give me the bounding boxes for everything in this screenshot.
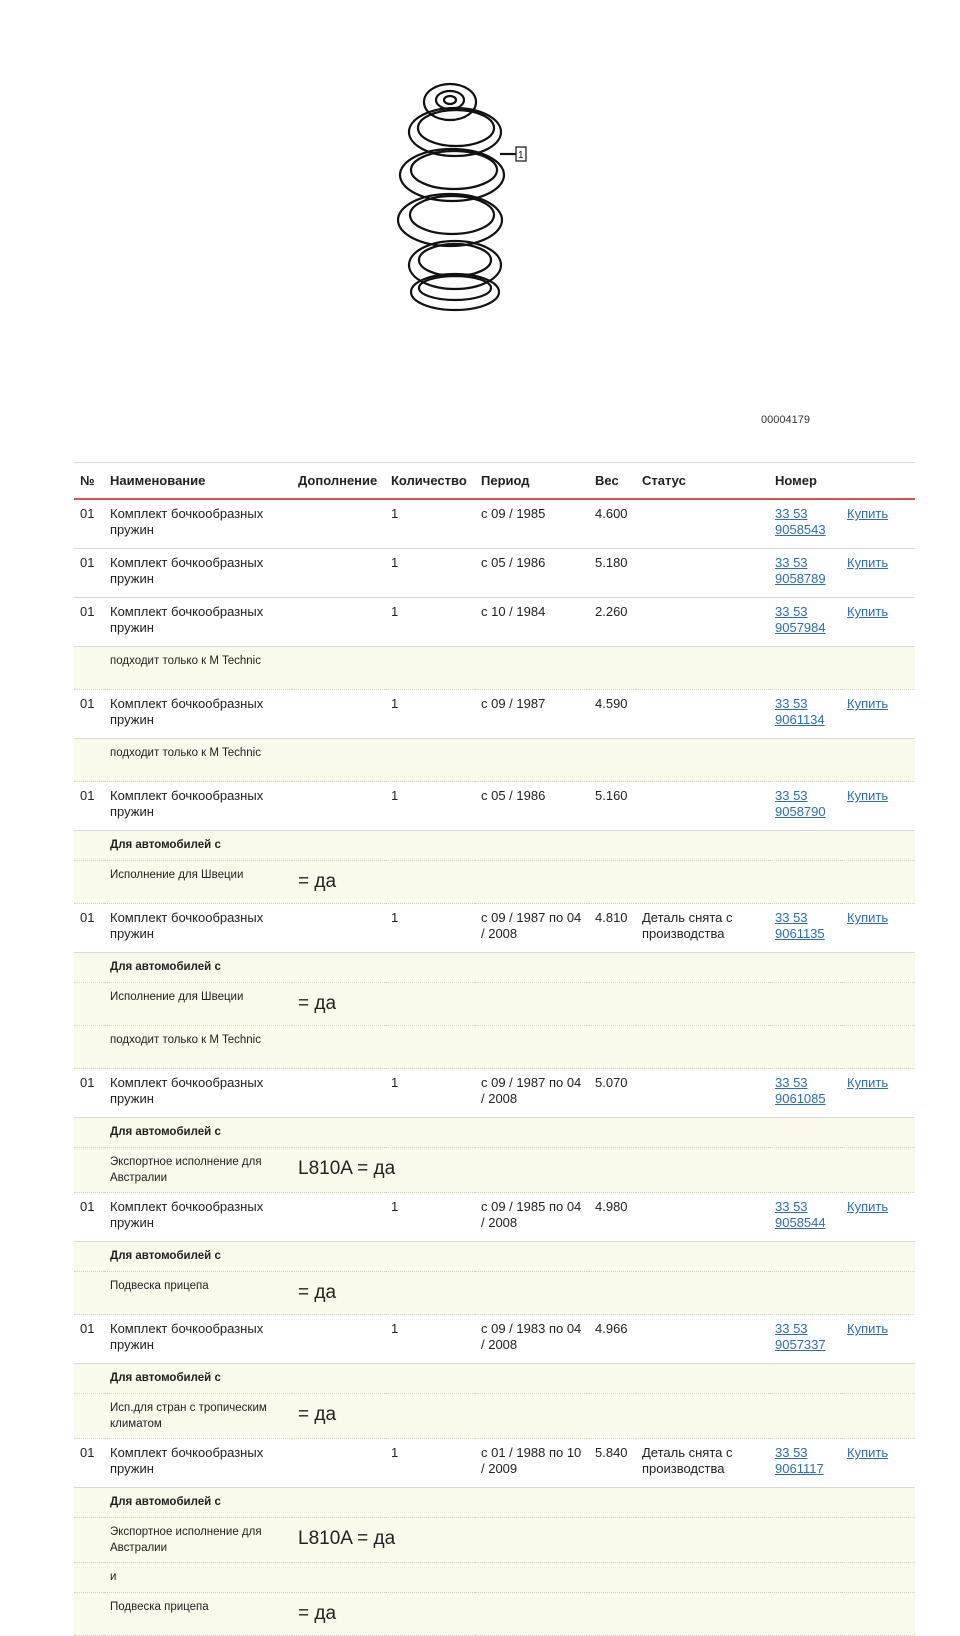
- part-number-cell: [769, 1193, 841, 1242]
- condition-row: [74, 1593, 915, 1636]
- buy-link[interactable]: Купить: [847, 1075, 889, 1090]
- part-weight: 2.260: [589, 598, 636, 647]
- part-extra: [292, 1193, 385, 1242]
- spacer-cell: [74, 983, 104, 1026]
- part-period: с 09 / 1985 по 04 / 2008: [475, 1193, 589, 1242]
- part-number-link[interactable]: 33 53 9061134: [775, 696, 825, 727]
- header-buy: [841, 463, 915, 500]
- part-weight: 4.980: [589, 1193, 636, 1242]
- header-qty: Количество: [385, 463, 475, 500]
- part-qty: 1: [385, 1193, 475, 1242]
- spacer-cell: [74, 1026, 104, 1069]
- condition-text: Для автомобилей с: [104, 1118, 292, 1148]
- part-number-cell: [769, 904, 841, 953]
- buy-link[interactable]: Купить: [847, 555, 889, 570]
- buy-cell: [841, 1439, 915, 1488]
- part-name: Комплект бочкообразных пружин: [104, 598, 292, 647]
- part-extra: [292, 549, 385, 598]
- table-row: [74, 598, 915, 647]
- condition-header-row: [74, 953, 915, 983]
- buy-cell: [841, 904, 915, 953]
- part-status: [636, 782, 769, 831]
- condition-row: [74, 1394, 915, 1439]
- buy-link[interactable]: Купить: [847, 1321, 889, 1336]
- part-status: [636, 690, 769, 739]
- buy-link[interactable]: Купить: [847, 696, 889, 711]
- part-no: 01: [74, 782, 104, 831]
- part-qty: 1: [385, 499, 475, 549]
- part-number-link[interactable]: 33 53 9061117: [775, 1445, 824, 1476]
- part-no: 01: [74, 1193, 104, 1242]
- part-period: с 09 / 1987 по 04 / 2008: [475, 904, 589, 953]
- part-name: Комплект бочкообразных пружин: [104, 904, 292, 953]
- condition-row: [74, 1518, 915, 1563]
- part-extra: [292, 1069, 385, 1118]
- spacer-cell: [74, 1488, 104, 1518]
- condition-row: [74, 983, 915, 1026]
- condition-row: [74, 647, 915, 690]
- part-number-link[interactable]: 33 53 9057337: [775, 1321, 826, 1352]
- condition-value: = да: [292, 983, 915, 1026]
- part-qty: 1: [385, 1069, 475, 1118]
- buy-link[interactable]: Купить: [847, 1445, 889, 1460]
- part-number-cell: [769, 690, 841, 739]
- part-number-link[interactable]: 33 53 9061085: [775, 1075, 826, 1106]
- condition-text: Экспортное исполнение для Австралии: [104, 1148, 292, 1193]
- condition-text: подходит только к M Technic: [104, 1026, 292, 1069]
- buy-cell: [841, 549, 915, 598]
- header-extra: Дополнение: [292, 463, 385, 500]
- condition-value: [292, 1242, 915, 1272]
- table-row: [74, 1439, 915, 1488]
- part-qty: 1: [385, 549, 475, 598]
- part-weight: 5.180: [589, 549, 636, 598]
- part-period: с 10 / 1984: [475, 598, 589, 647]
- part-name: Комплект бочкообразных пружин: [104, 1439, 292, 1488]
- condition-row: [74, 1563, 915, 1593]
- condition-value: [292, 1563, 915, 1593]
- part-status: [636, 499, 769, 549]
- spacer-cell: [74, 647, 104, 690]
- part-extra: [292, 598, 385, 647]
- part-extra: [292, 690, 385, 739]
- condition-text: Исполнение для Швеции: [104, 861, 292, 904]
- condition-row: [74, 1148, 915, 1193]
- part-weight: 4.810: [589, 904, 636, 953]
- coil-spring-drawing: [380, 70, 540, 320]
- part-status: [636, 549, 769, 598]
- part-number-link[interactable]: 33 53 9057984: [775, 604, 826, 635]
- condition-value: [292, 1026, 915, 1069]
- condition-value: = да: [292, 1394, 915, 1439]
- condition-text: Для автомобилей с: [104, 831, 292, 861]
- buy-link[interactable]: Купить: [847, 604, 889, 619]
- condition-text: и: [104, 1563, 292, 1593]
- condition-row: [74, 1272, 915, 1315]
- part-name: Комплект бочкообразных пружин: [104, 499, 292, 549]
- table-row: [74, 549, 915, 598]
- part-weight: 5.840: [589, 1439, 636, 1488]
- part-number-link[interactable]: 33 53 9058790: [775, 788, 826, 819]
- table-row: [74, 782, 915, 831]
- part-no: 01: [74, 1069, 104, 1118]
- part-status: [636, 598, 769, 647]
- spacer-cell: [74, 1563, 104, 1593]
- diagram-code: 00004179: [761, 414, 810, 426]
- condition-text: Для автомобилей с: [104, 953, 292, 983]
- condition-text: Для автомобилей с: [104, 1488, 292, 1518]
- condition-row: [74, 861, 915, 904]
- table-row: [74, 1069, 915, 1118]
- buy-cell: [841, 1069, 915, 1118]
- condition-text: подходит только к M Technic: [104, 739, 292, 782]
- condition-value: [292, 1118, 915, 1148]
- part-qty: 1: [385, 782, 475, 831]
- part-number-cell: [769, 1315, 841, 1364]
- part-qty: 1: [385, 1315, 475, 1364]
- part-number-cell: [769, 1069, 841, 1118]
- part-period: с 05 / 1986: [475, 782, 589, 831]
- spacer-cell: [74, 739, 104, 782]
- condition-value: [292, 1364, 915, 1394]
- part-name: Комплект бочкообразных пружин: [104, 549, 292, 598]
- part-no: 01: [74, 690, 104, 739]
- part-status: [636, 1193, 769, 1242]
- condition-text: Исполнение для Швеции: [104, 983, 292, 1026]
- spacer-cell: [74, 831, 104, 861]
- spacer-cell: [74, 1272, 104, 1315]
- part-period: с 09 / 1983 по 04 / 2008: [475, 1315, 589, 1364]
- spacer-cell: [74, 1518, 104, 1563]
- part-name: Комплект бочкообразных пружин: [104, 690, 292, 739]
- condition-text: Для автомобилей с: [104, 1364, 292, 1394]
- header-number: Номер: [769, 463, 841, 500]
- table-header-row: [74, 463, 915, 500]
- part-qty: 1: [385, 598, 475, 647]
- part-weight: 4.966: [589, 1315, 636, 1364]
- part-weight: 4.590: [589, 690, 636, 739]
- part-status: Деталь снята с производства: [636, 1439, 769, 1488]
- spacer-cell: [74, 1148, 104, 1193]
- part-period: с 09 / 1987: [475, 690, 589, 739]
- part-status: Деталь снята с производства: [636, 904, 769, 953]
- condition-row: [74, 739, 915, 782]
- condition-value: L810A = да: [292, 1518, 915, 1563]
- part-extra: [292, 499, 385, 549]
- header-name: Наименование: [104, 463, 292, 500]
- part-no: 01: [74, 904, 104, 953]
- spacer-cell: [74, 1118, 104, 1148]
- part-number-cell: [769, 598, 841, 647]
- part-status: [636, 1069, 769, 1118]
- condition-value: [292, 739, 915, 782]
- callout-number: 1: [518, 150, 524, 161]
- spacer-cell: [74, 953, 104, 983]
- buy-cell: [841, 499, 915, 549]
- part-extra: [292, 1439, 385, 1488]
- part-period: с 05 / 1986: [475, 549, 589, 598]
- part-weight: 5.160: [589, 782, 636, 831]
- condition-header-row: [74, 1488, 915, 1518]
- part-status: [636, 1315, 769, 1364]
- table-row: [74, 1315, 915, 1364]
- part-qty: 1: [385, 904, 475, 953]
- condition-header-row: [74, 1364, 915, 1394]
- condition-row: [74, 1026, 915, 1069]
- buy-cell: [841, 598, 915, 647]
- condition-header-row: [74, 1242, 915, 1272]
- buy-cell: [841, 1315, 915, 1364]
- condition-value: [292, 1488, 915, 1518]
- part-number-cell: [769, 499, 841, 549]
- part-qty: 1: [385, 690, 475, 739]
- part-no: 01: [74, 598, 104, 647]
- part-name: Комплект бочкообразных пружин: [104, 1193, 292, 1242]
- part-extra: [292, 782, 385, 831]
- buy-link[interactable]: Купить: [847, 1199, 889, 1214]
- condition-text: Экспортное исполнение для Австралии: [104, 1518, 292, 1563]
- part-no: 01: [74, 1439, 104, 1488]
- condition-text: Для автомобилей с: [104, 1242, 292, 1272]
- table-row: [74, 1193, 915, 1242]
- spacer-cell: [74, 1242, 104, 1272]
- part-name: Комплект бочкообразных пружин: [104, 1069, 292, 1118]
- condition-header-row: [74, 1118, 915, 1148]
- condition-value: L810A = да: [292, 1148, 915, 1193]
- condition-value: [292, 647, 915, 690]
- condition-header-row: [74, 831, 915, 861]
- part-no: 01: [74, 499, 104, 549]
- condition-value: = да: [292, 1593, 915, 1636]
- part-number-link[interactable]: 33 53 9058544: [775, 1199, 826, 1230]
- part-number-cell: [769, 1439, 841, 1488]
- part-no: 01: [74, 1315, 104, 1364]
- part-extra: [292, 1315, 385, 1364]
- part-no: 01: [74, 549, 104, 598]
- condition-value: = да: [292, 1272, 915, 1315]
- table-row: [74, 690, 915, 739]
- part-period: с 09 / 1985: [475, 499, 589, 549]
- condition-value: [292, 953, 915, 983]
- part-number-link[interactable]: 33 53 9058789: [775, 555, 826, 586]
- condition-value: [292, 831, 915, 861]
- condition-value: = да: [292, 861, 915, 904]
- spacer-cell: [74, 1593, 104, 1636]
- buy-link[interactable]: Купить: [847, 788, 889, 803]
- buy-cell: [841, 782, 915, 831]
- buy-link[interactable]: Купить: [847, 506, 889, 521]
- condition-text: Исп.для стран с тропическим климатом: [104, 1394, 292, 1439]
- part-period: с 01 / 1988 по 10 / 2009: [475, 1439, 589, 1488]
- condition-text: подходит только к M Technic: [104, 647, 292, 690]
- part-number-link[interactable]: 33 53 9061135: [775, 910, 825, 941]
- part-name: Комплект бочкообразных пружин: [104, 1315, 292, 1364]
- header-status: Статус: [636, 463, 769, 500]
- part-number-cell: [769, 549, 841, 598]
- part-period: с 09 / 1987 по 04 / 2008: [475, 1069, 589, 1118]
- spacer-cell: [74, 861, 104, 904]
- buy-cell: [841, 690, 915, 739]
- header-weight: Вес: [589, 463, 636, 500]
- part-extra: [292, 904, 385, 953]
- header-no: №: [74, 463, 104, 500]
- condition-text: Подвеска прицепа: [104, 1593, 292, 1636]
- buy-cell: [841, 1193, 915, 1242]
- parts-diagram: [0, 0, 960, 440]
- part-weight: 5.070: [589, 1069, 636, 1118]
- parts-table: [74, 462, 915, 1636]
- spacer-cell: [74, 1394, 104, 1439]
- header-period: Период: [475, 463, 589, 500]
- table-row: [74, 904, 915, 953]
- part-number-cell: [769, 782, 841, 831]
- table-row: [74, 499, 915, 549]
- part-qty: 1: [385, 1439, 475, 1488]
- part-name: Комплект бочкообразных пружин: [104, 782, 292, 831]
- condition-text: Подвеска прицепа: [104, 1272, 292, 1315]
- part-number-link[interactable]: 33 53 9058543: [775, 506, 826, 537]
- spacer-cell: [74, 1364, 104, 1394]
- part-weight: 4.600: [589, 499, 636, 549]
- buy-link[interactable]: Купить: [847, 910, 889, 925]
